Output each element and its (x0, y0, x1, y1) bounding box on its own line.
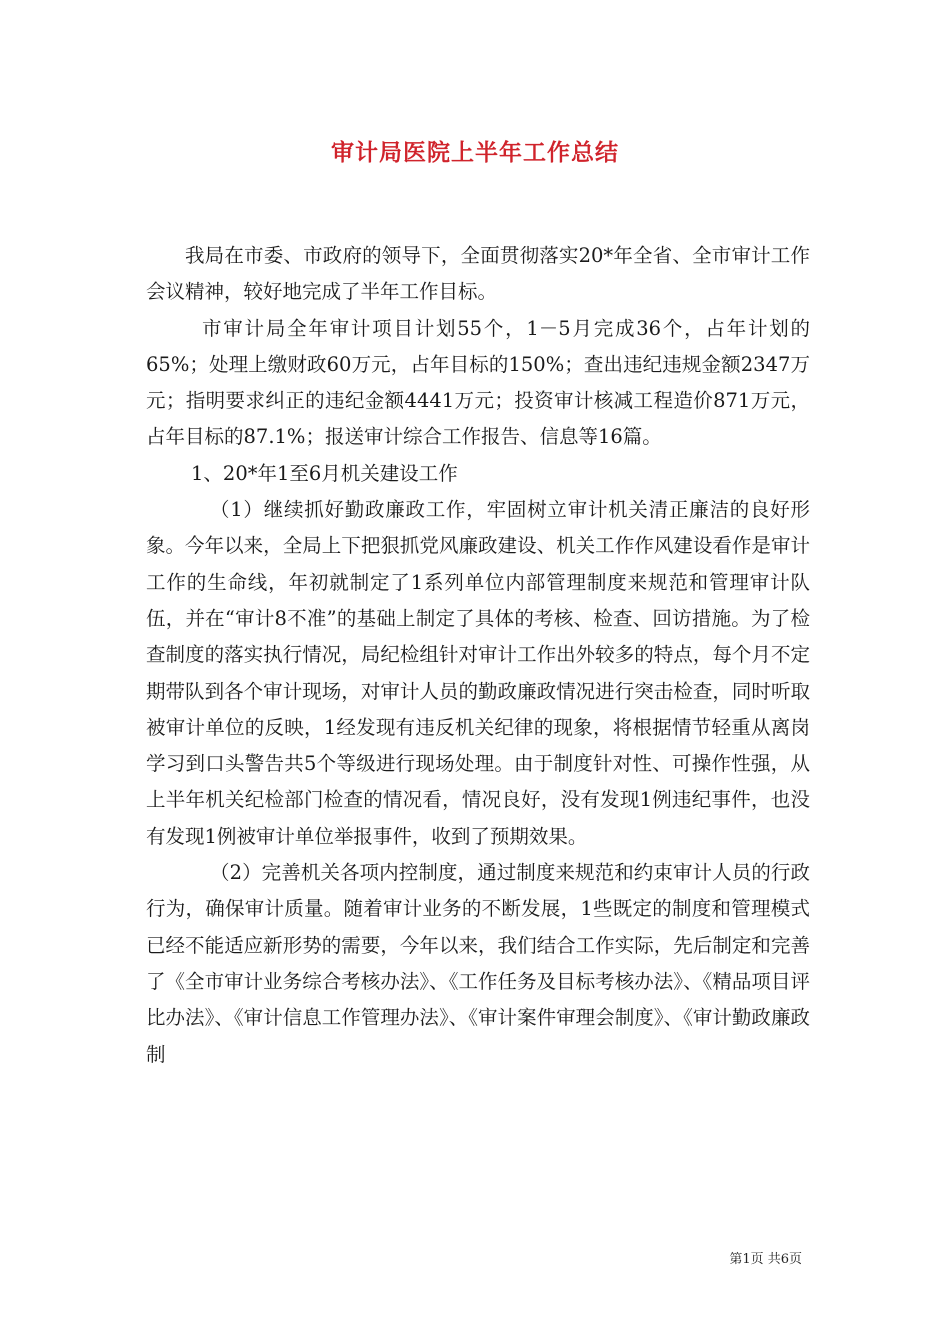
paragraph-intro: 我局在市委、市政府的领导下，全面贯彻落实20*年全省、全市审计工作会议精神，较好地完成了半年工作目标。 (146, 244, 810, 304)
page-number: 第1页 共6页 (729, 1252, 802, 1267)
section-heading: 1、20*年1至6月机关建设工作 (191, 461, 458, 485)
paragraph-item-1: （1）继续抓好勤政廉政工作，牢固树立审计机关清正廉洁的良好形象。今年以来，全局上下把狠抓党风廉政建设、机关工作作风建设看作是审计工作的生命线，年初就制定了1系列单位内部管理制度来规范和管理审计队伍，并在“审计8不准”的基础上制定了具体的考核、检查、回访措施。为了检查制度的落实执行情况，局纪检组针对审计工作出外较多的特点，每个月不定期带队到各个审计现场，对审计人员的勤政廉政情况进行突击检查，同时听取被审计单位的反映，1经发现有违反机关纪律的现象，将根据情节轻重从离岗学习到口头警告共5个等级进行现场处理。由于制度针对性、可操作性强，从上半年机关纪检部门检查的情况看，情况良好，没有发现1例违纪事件，也没有发现1例被审计单位举报事件，收到了预期效果。 (146, 498, 810, 848)
document-title: 审计局医院上半年工作总结 (331, 139, 619, 166)
paragraph-item-2: （2）完善机关各项内控制度，通过制度来规范和约束审计人员的行政行为，确保审计质量。随着审计业务的不断发展，1些既定的制度和管理模式已经不能适应新形势的需要，今年以来，我们结合工作实际，先后制定和完善了《全市审计业务综合考核办法》、《工作任务及目标考核办法》、《精品项目评比办法》、《审计信息工作管理办法》、《审计案件审理会制度》、《审计勤政廉政制 (146, 861, 810, 1066)
document-body (146, 238, 810, 1073)
paragraph-statistics: 市审计局全年审计项目计划55个，1－5月完成36个，占年计划的65%；处理上缴财政60万元，占年目标的150%；查出违纪违规金额2347万元；指明要求纠正的违纪金额4441万元；投资审计核减工程造价871万元，占年目标的87.1%；报送审计综合工作报告、信息等16篇。 (146, 316, 810, 449)
